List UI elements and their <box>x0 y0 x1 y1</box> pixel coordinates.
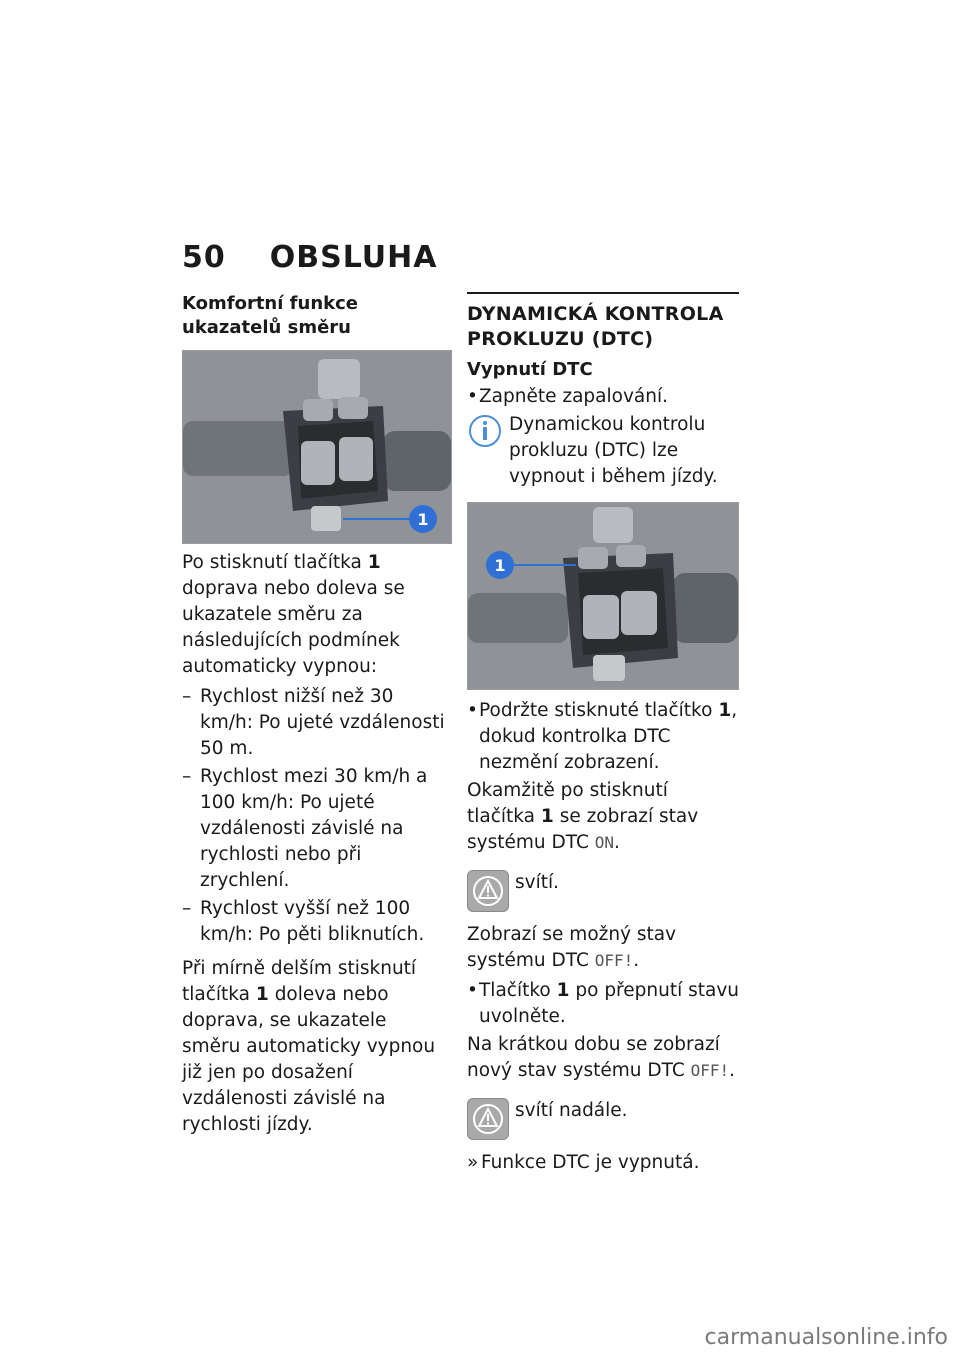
info-text: Dynamickou kontrolu prokluzu (DTC) lze vypnout i během jízdy. <box>509 414 718 487</box>
callout-marker <box>468 503 738 689</box>
step-list-2 <box>467 698 739 776</box>
status-off-label: OFF! <box>690 1061 730 1080</box>
list-item: • Tlačítko 1 po přepnutí stavu uvolněte. <box>467 978 739 1030</box>
warning-indicator-2 <box>467 1098 739 1140</box>
speed-condition-list <box>182 684 450 948</box>
step-list-1 <box>467 384 739 410</box>
info-icon <box>467 412 503 450</box>
status-paragraph-on: Okamžitě po stisknutí tlačítka 1 se zobrazí stav systému DTC ON. <box>467 780 699 853</box>
list-item: – Rychlost mezi 30 km/h a 100 km/h: Po ujeté vzdálenosti závislé na rychlosti nebo při zrychlení. <box>182 764 450 894</box>
warning-indicator-1 <box>467 870 739 912</box>
left-column <box>182 292 450 1142</box>
info-note <box>467 412 739 490</box>
callout-number: 1 <box>417 510 429 529</box>
list-item: – Rychlost vyšší než 100 km/h: Po pěti bliknutích. <box>182 896 450 948</box>
warning-text-1: svítí. <box>515 872 560 893</box>
status-paragraph-off: Zobrazí se možný stav systému DTC OFF!. <box>467 924 677 971</box>
dtc-warning-icon <box>467 870 509 912</box>
left-note: Při mírně delším stisknutí tlačítka 1 doleva nebo doprava, se ukazatele směru automaticky vypnou již jen po dosažení vzdálenosti závislé na rychlosti jízdy. <box>182 958 436 1135</box>
callout-marker <box>183 351 451 543</box>
turn-signal-switch-figure <box>182 350 452 544</box>
callout-number: 1 <box>494 556 506 575</box>
left-subheading: Komfortní funkce ukazatelů směru <box>182 293 358 338</box>
dtc-warning-icon <box>467 1098 509 1140</box>
status-off-label: OFF! <box>594 951 634 970</box>
dtc-button-figure <box>467 502 739 690</box>
new-status-paragraph: Na krátkou dobu se zobrazí nový stav systému DTC OFF!. <box>467 1034 736 1081</box>
step-list-3 <box>467 978 739 1030</box>
section-title: DYNAMICKÁ KONTROLA PROKLUZU (DTC) <box>467 292 739 352</box>
left-intro: Po stisknutí tlačítka 1 doprava nebo doleva se ukazatele směru za následujících podmínek automaticky vypnou: <box>182 552 405 677</box>
list-item: • Zapněte zapalování. <box>467 384 739 410</box>
status-on-label: ON <box>594 833 615 852</box>
page-number: 50 <box>182 240 226 275</box>
watermark: carmanualsonline.info <box>704 1325 948 1350</box>
list-item: • Podržte stisknuté tlačítko 1, dokud kontrolka DTC nezmění zobrazení. <box>467 698 739 776</box>
list-item: – Rychlost nižší než 30 km/h: Po ujeté vzdálenosti 50 m. <box>182 684 450 762</box>
warning-text-2: svítí nadále. <box>515 1100 628 1121</box>
right-subheading: Vypnutí DTC <box>467 359 593 380</box>
result-line: » Funkce DTC je vypnutá. <box>467 1150 739 1176</box>
chapter-title: OBSLUHA <box>269 240 438 275</box>
page-header <box>182 240 437 275</box>
right-column <box>467 292 739 1180</box>
